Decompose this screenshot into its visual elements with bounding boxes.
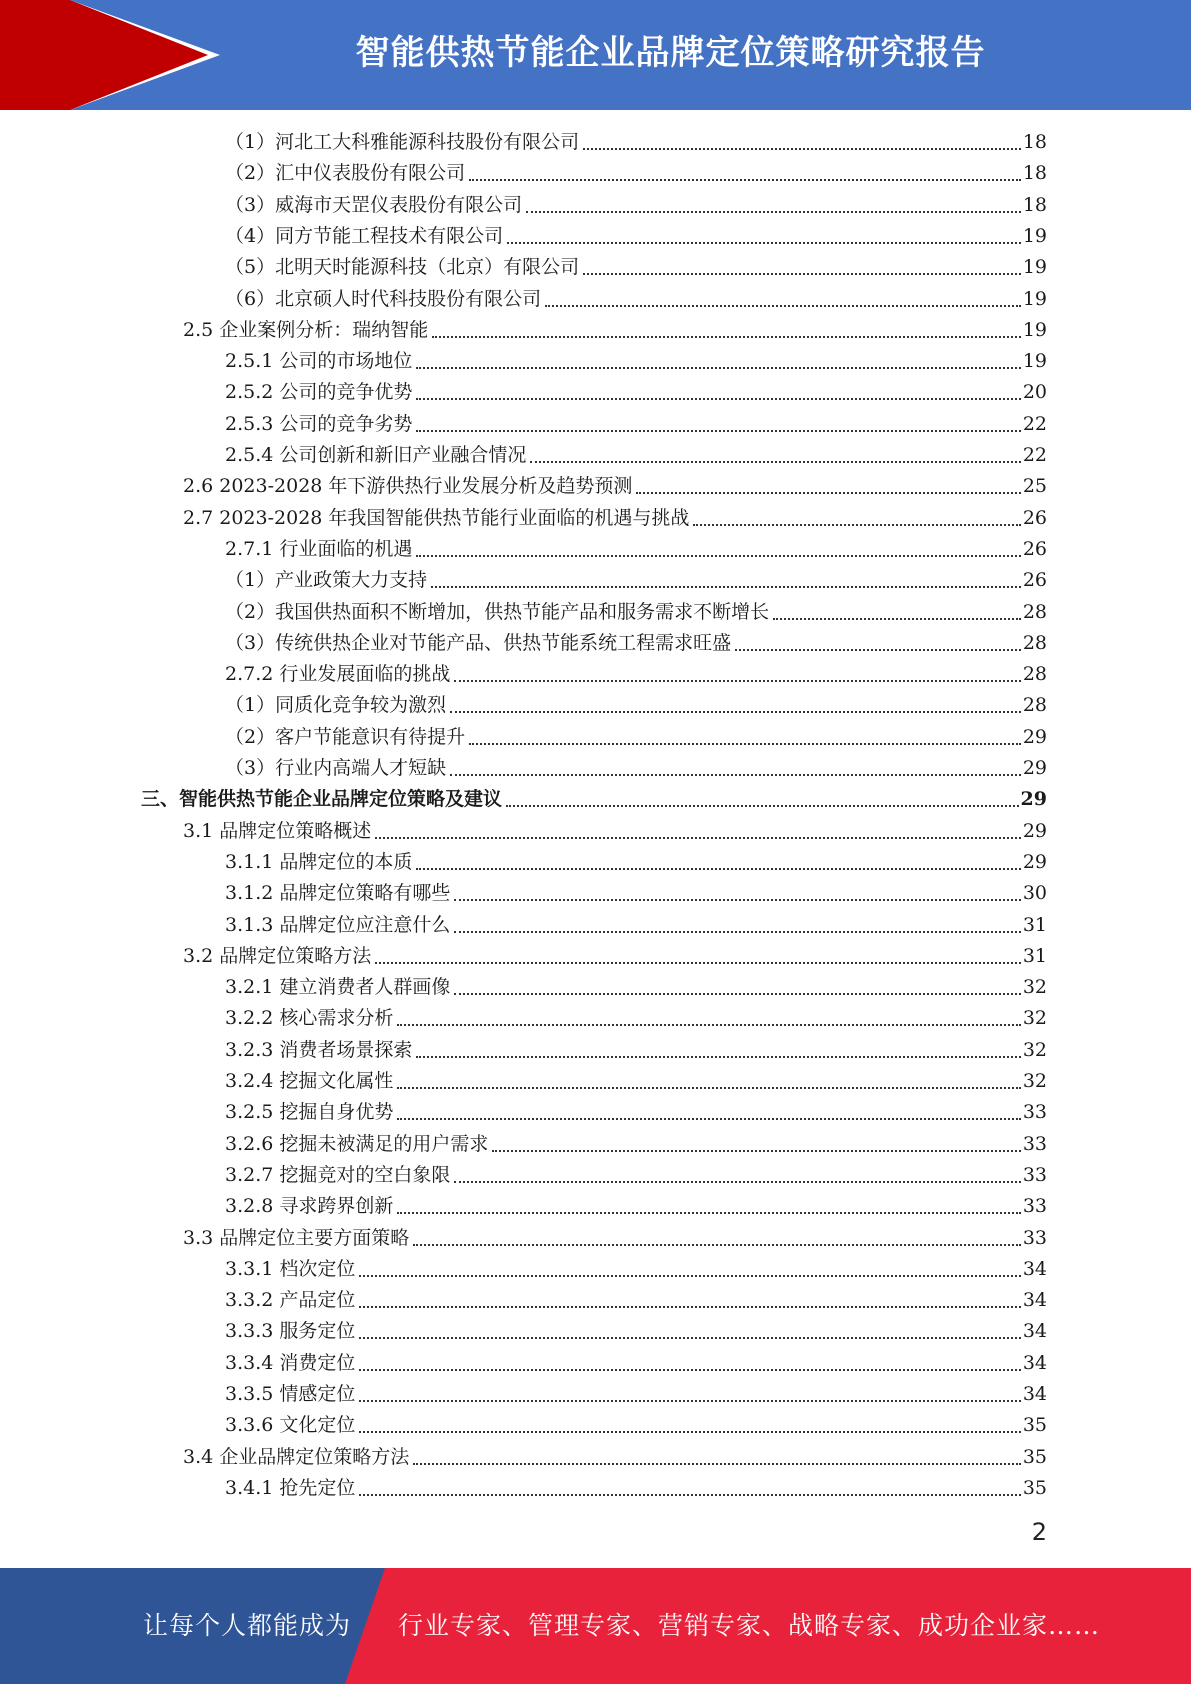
toc-entry-label: 3.3.6 文化定位 [225, 1414, 356, 1437]
toc-leader-dots [526, 211, 1021, 213]
toc-entry-label: 3.1.1 品牌定位的本质 [225, 850, 413, 873]
toc-leader-dots [545, 305, 1021, 307]
toc-leader-dots [454, 1181, 1020, 1183]
toc-entry-label: 2.7 2023-2028 年我国智能供热节能行业面临的机遇与挑战 [183, 506, 690, 529]
toc-entry[interactable] [225, 1410, 1047, 1441]
toc-entry-label: 3.3 品牌定位主要方面策略 [183, 1226, 410, 1249]
report-title: 智能供热节能企业品牌定位策略研究报告 [355, 33, 986, 73]
footer-slogan-left: 让每个人都能成为 [143, 1611, 352, 1640]
toc-leader-dots [450, 774, 1021, 776]
toc-entry-page: 35 [1022, 1476, 1047, 1499]
toc-entry[interactable] [225, 659, 1047, 690]
toc-entry-label: 2.5.2 公司的竞争优势 [225, 381, 413, 404]
toc-entry-label: 2.5 企业案例分析：瑞纳智能 [183, 318, 429, 341]
toc-entry-label: （5）北明天时能源科技（北京）有限公司 [225, 256, 580, 279]
toc-entry-label: 3.2.7 挖掘竞对的空白象限 [225, 1163, 451, 1186]
toc-leader-dots [431, 586, 1021, 588]
page-number: 2 [1031, 1518, 1047, 1546]
toc-leader-dots [397, 1118, 1020, 1120]
toc-entry[interactable] [225, 221, 1047, 252]
toc-entry[interactable] [225, 847, 1047, 878]
toc-leader-dots [413, 1463, 1021, 1465]
toc-entry-page: 29 [1022, 725, 1047, 748]
toc-entry[interactable] [225, 284, 1047, 315]
toc-leader-dots [416, 398, 1020, 400]
page-footer [0, 1568, 1191, 1684]
toc-entry[interactable] [225, 690, 1047, 721]
toc-entry[interactable] [225, 1379, 1047, 1410]
toc-entry[interactable] [225, 440, 1047, 471]
toc-entry-page: 33 [1022, 1101, 1047, 1124]
toc-entry[interactable] [225, 878, 1047, 909]
toc-entry-page: 20 [1022, 381, 1047, 404]
toc-entry[interactable] [225, 1097, 1047, 1128]
toc-entry[interactable] [225, 1066, 1047, 1097]
toc-leader-dots [773, 618, 1021, 620]
toc-leader-dots [359, 1431, 1020, 1433]
toc-entry[interactable] [225, 1191, 1047, 1222]
toc-entry-label: 3.1 品牌定位策略概述 [183, 819, 372, 842]
toc-entry[interactable] [225, 910, 1047, 941]
toc-entry-page: 18 [1022, 162, 1047, 185]
toc-entry[interactable] [225, 1129, 1047, 1160]
toc-leader-dots [450, 711, 1021, 713]
toc-leader-dots [416, 1056, 1020, 1058]
toc-entry-page: 29 [1022, 850, 1047, 873]
toc-entry-label: （2）我国供热面积不断增加，供热节能产品和服务需求不断增长 [225, 600, 770, 623]
toc-leader-dots [416, 367, 1020, 369]
toc-entry[interactable] [183, 503, 1047, 534]
toc-entry-page: 33 [1022, 1226, 1047, 1249]
toc-entry-page: 26 [1022, 569, 1047, 592]
toc-leader-dots [359, 1337, 1020, 1339]
toc-entry[interactable] [225, 753, 1047, 784]
toc-entry-page: 25 [1022, 475, 1047, 498]
toc-entry-label: （1）同质化竞争较为激烈 [225, 694, 447, 717]
toc-entry-label: 2.5.4 公司创新和新旧产业融合情况 [225, 444, 527, 466]
toc-entry[interactable] [183, 315, 1047, 346]
toc-entry-page: 28 [1022, 663, 1047, 686]
toc-entry-label: （1）产业政策大力支持 [225, 569, 428, 592]
toc-entry[interactable] [225, 1035, 1047, 1066]
toc-entry-page: 35 [1022, 1445, 1047, 1468]
toc-entry-page: 33 [1022, 1132, 1047, 1155]
toc-entry-label: 2.5.1 公司的市场地位 [225, 350, 413, 373]
toc-entry-page: 32 [1022, 1038, 1047, 1061]
toc-entry-label: 3.3.3 服务定位 [225, 1320, 356, 1343]
toc-entry[interactable] [225, 565, 1047, 596]
toc-leader-dots [636, 492, 1020, 494]
toc-entry-page: 34 [1022, 1257, 1047, 1280]
toc-entry[interactable] [225, 158, 1047, 189]
toc-entry-page: 34 [1022, 1320, 1047, 1343]
toc-leader-dots [397, 1212, 1020, 1214]
toc-leader-dots [454, 680, 1020, 682]
toc-entry[interactable] [225, 534, 1047, 565]
toc-entry-label: 3.2.1 建立消费者人群画像 [225, 976, 451, 999]
toc-leader-dots [359, 1494, 1020, 1496]
toc-entry-page: 19 [1022, 256, 1047, 279]
toc-entry[interactable] [225, 972, 1047, 1003]
toc-entry-page: 32 [1022, 976, 1047, 999]
toc-entry[interactable] [225, 1254, 1047, 1285]
toc-entry-label: 三、智能供热节能企业品牌定位策略及建议 [141, 788, 503, 811]
toc-entry-page: 26 [1022, 537, 1047, 560]
toc-entry-label: （3）威海市天罡仪表股份有限公司 [225, 193, 523, 216]
toc-entry-label: （3）传统供热企业对节能产品、供热节能系统工程需求旺盛 [225, 631, 732, 654]
toc-leader-dots [416, 430, 1020, 432]
toc-leader-dots [469, 179, 1021, 181]
toc-leader-dots [397, 1087, 1020, 1089]
toc-entry-page: 35 [1022, 1414, 1047, 1437]
toc-entry-label: 3.4 企业品牌定位策略方法 [183, 1445, 410, 1468]
toc-entry-page: 34 [1022, 1351, 1047, 1374]
toc-entry[interactable] [183, 816, 1047, 847]
page-header [0, 0, 1191, 110]
toc-entry-label: （2）汇中仪表股份有限公司 [225, 162, 466, 185]
toc-leader-dots [469, 743, 1021, 745]
header-arrow-icon [70, 0, 208, 110]
toc-entry-label: 3.2.4 挖掘文化属性 [225, 1070, 394, 1092]
toc-entry-label: （2）客户节能意识有待提升 [225, 725, 466, 748]
footer-slogan-right: 行业专家、管理专家、营销专家、战略专家、成功企业家…… [398, 1611, 1101, 1640]
toc-leader-dots [416, 555, 1020, 557]
toc-entry-page: 22 [1022, 444, 1047, 466]
toc-entry-label: （1）河北工大科雅能源科技股份有限公司 [225, 131, 580, 153]
toc-entry[interactable] [225, 597, 1047, 628]
toc-leader-dots [735, 649, 1021, 651]
toc-entry[interactable] [225, 1160, 1047, 1191]
toc-entry-page: 19 [1022, 318, 1047, 341]
toc-entry-page: 19 [1022, 224, 1047, 247]
toc-entry-label: 3.1.2 品牌定位策略有哪些 [225, 882, 451, 905]
toc-entry[interactable] [183, 1223, 1047, 1254]
toc-leader-dots [432, 336, 1021, 338]
toc-leader-dots [359, 1369, 1020, 1371]
toc-leader-dots [454, 931, 1020, 933]
toc-entry-page: 34 [1022, 1289, 1047, 1312]
toc-leader-dots [359, 1400, 1020, 1402]
toc-entry[interactable] [225, 377, 1047, 408]
toc-entry[interactable] [225, 1473, 1047, 1504]
toc-entry-label: 2.6 2023-2028 年下游供热行业发展分析及趋势预测 [183, 475, 633, 498]
toc-entry-page: 32 [1022, 1070, 1047, 1092]
toc-entry-page: 29 [1022, 819, 1047, 842]
toc-entry[interactable] [225, 1003, 1047, 1034]
toc-leader-dots [583, 148, 1021, 150]
toc-entry-page: 19 [1022, 287, 1047, 310]
toc-entry[interactable] [183, 1442, 1047, 1473]
toc-entry-label: 3.3.4 消费定位 [225, 1351, 356, 1374]
toc-entry[interactable] [225, 1348, 1047, 1379]
toc-entry-page: 30 [1022, 882, 1047, 905]
toc-entry-label: 3.2 品牌定位策略方法 [183, 944, 372, 967]
toc-entry-page: 31 [1022, 913, 1047, 936]
toc-entry[interactable] [225, 1285, 1047, 1316]
toc-entry-label: 3.4.1 抢先定位 [225, 1476, 356, 1499]
toc-entry-page: 33 [1022, 1163, 1047, 1186]
toc-entry-label: 3.1.3 品牌定位应注意什么 [225, 913, 451, 936]
toc-entry[interactable] [141, 784, 1047, 815]
toc-entry-page: 29 [1022, 757, 1047, 779]
toc-entry-page: 19 [1022, 350, 1047, 373]
toc-entry-label: 2.7.2 行业发展面临的挑战 [225, 663, 451, 686]
toc-entry-page: 28 [1022, 631, 1047, 654]
toc-entry-label: 2.5.3 公司的竞争劣势 [225, 412, 413, 435]
toc-entry-label: 3.2.5 挖掘自身优势 [225, 1101, 394, 1124]
toc-entry-page: 28 [1022, 600, 1047, 623]
toc-entry-label: 3.3.2 产品定位 [225, 1289, 356, 1312]
toc-entry-label: 2.7.1 行业面临的机遇 [225, 537, 413, 560]
toc-leader-dots [583, 273, 1021, 275]
toc-entry-label: （3）行业内高端人才短缺 [225, 757, 447, 779]
toc-entry-page: 22 [1022, 412, 1047, 435]
toc-entry-page: 33 [1022, 1195, 1047, 1218]
toc-entry-page: 28 [1022, 694, 1047, 717]
toc-entry-label: 3.2.3 消费者场景探索 [225, 1038, 413, 1061]
toc-leader-dots [530, 461, 1020, 463]
toc-entry-label: 3.2.2 核心需求分析 [225, 1007, 394, 1030]
toc-entry[interactable] [225, 190, 1047, 221]
toc-entry-page: 18 [1022, 131, 1047, 153]
toc-entry[interactable] [225, 127, 1047, 158]
toc-entry[interactable] [225, 722, 1047, 753]
toc-entry-label: 3.2.8 寻求跨界创新 [225, 1195, 394, 1218]
toc-leader-dots [506, 805, 1019, 807]
toc-entry[interactable] [225, 628, 1047, 659]
toc-entry-label: 3.3.1 档次定位 [225, 1257, 356, 1280]
toc-leader-dots [359, 1306, 1020, 1308]
toc-entry-page: 18 [1022, 193, 1047, 216]
toc-leader-dots [454, 899, 1020, 901]
toc-entry-page: 34 [1022, 1383, 1047, 1405]
toc-leader-dots [375, 837, 1021, 839]
toc-entry-page: 26 [1022, 506, 1047, 529]
toc-entry-label: 3.2.6 挖掘未被满足的用户需求 [225, 1132, 489, 1155]
toc-entry[interactable] [183, 471, 1047, 502]
toc-entry-label: （4）同方节能工程技术有限公司 [225, 224, 504, 247]
toc-entry-page: 31 [1022, 944, 1047, 967]
toc-entry-label: 3.3.5 情感定位 [225, 1383, 356, 1405]
toc-entry[interactable] [225, 252, 1047, 283]
toc-leader-dots [375, 962, 1021, 964]
toc-leader-dots [492, 1150, 1020, 1152]
toc-entry[interactable] [225, 409, 1047, 440]
toc-leader-dots [397, 1024, 1020, 1026]
toc-entry-label: （6）北京硕人时代科技股份有限公司 [225, 287, 542, 310]
toc-leader-dots [359, 1275, 1020, 1277]
toc-entry-page: 32 [1022, 1007, 1047, 1030]
header-red-block [0, 0, 70, 110]
toc-entry[interactable] [183, 941, 1047, 972]
toc-leader-dots [413, 1244, 1021, 1246]
toc-leader-dots [416, 868, 1020, 870]
toc-entry-page: 29 [1020, 788, 1047, 811]
toc-entry[interactable] [225, 346, 1047, 377]
toc-leader-dots [507, 242, 1021, 244]
toc-entry[interactable] [225, 1316, 1047, 1347]
toc-leader-dots [454, 993, 1020, 995]
toc-leader-dots [693, 524, 1020, 526]
